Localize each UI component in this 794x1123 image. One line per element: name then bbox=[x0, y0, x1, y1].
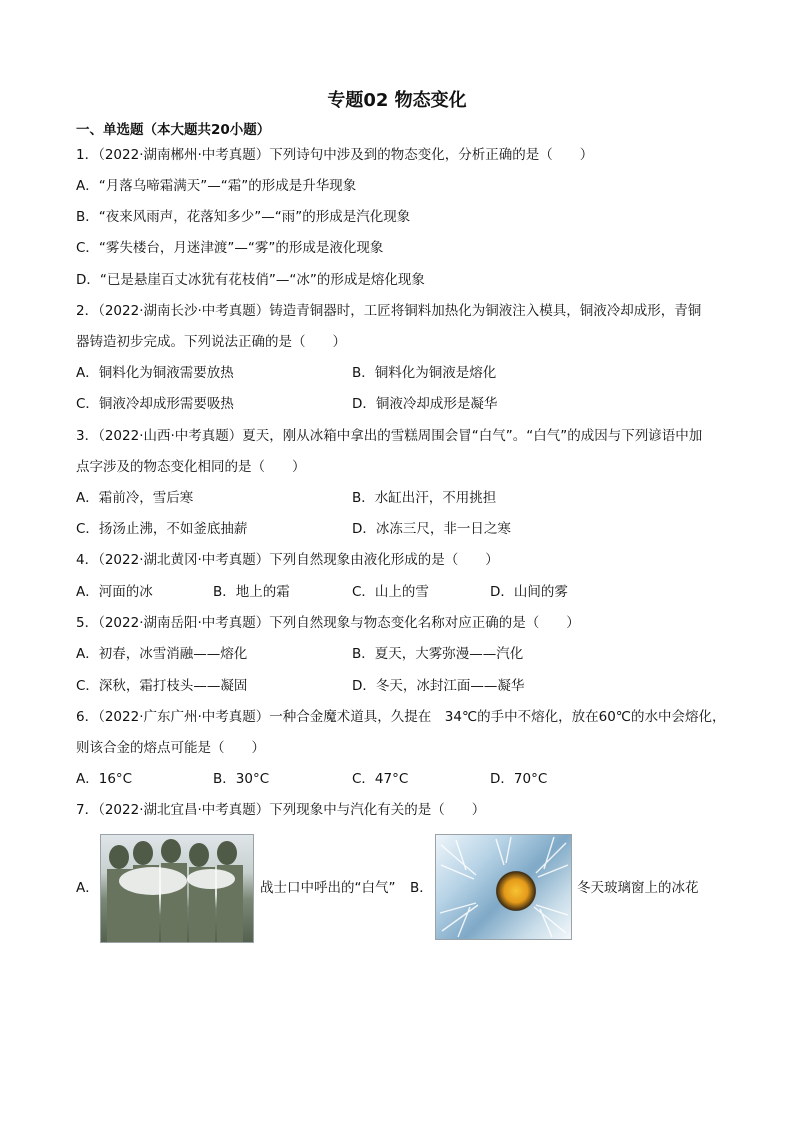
window-frost-photo bbox=[435, 834, 572, 940]
question-1-option-d: D．“已是悬崖百丈冰犹有花枝俏”—“冰”的形成是熔化现象 bbox=[76, 272, 425, 288]
question-4-stem: 4．（2022·湖北黄冈·中考真题）下列自然现象由液化形成的是（ ） bbox=[76, 552, 499, 568]
question-3-stem-line-2: 点字涉及的物态变化相同的是（ ） bbox=[76, 459, 306, 475]
soldiers-breath-photo bbox=[100, 834, 254, 943]
question-5-option-b: B．夏天，大雾弥漫——汽化 bbox=[352, 646, 524, 662]
question-6-option-c: C．47°C bbox=[352, 771, 409, 787]
question-6-stem-line-1: 6．（2022·广东广州·中考真题）一种合金魔术道具，久提在 34℃的手中不熔化，放在60℃的水中会熔化， bbox=[76, 709, 726, 725]
question-3-option-d: D．冰冻三尺，非一日之寒 bbox=[352, 521, 511, 537]
question-5-option-c: C．深秋，霜打枝头——凝固 bbox=[76, 678, 248, 694]
question-4-option-b: B．地上的霜 bbox=[213, 584, 290, 600]
question-5-option-a: A．初春，冰雪消融——熔化 bbox=[76, 646, 248, 662]
question-2-option-b: B．铜料化为铜液是熔化 bbox=[352, 365, 497, 381]
question-2-stem-line-2: 器铸造初步完成。下列说法正确的是（ ） bbox=[76, 334, 346, 350]
question-4-option-d: D．山间的雾 bbox=[490, 584, 568, 600]
page-title: 专题02 物态变化 bbox=[327, 90, 467, 111]
question-7-option-b-text: 冬天玻璃窗上的冰花 bbox=[577, 880, 699, 896]
section-heading: 一、单选题（本大题共20小题） bbox=[76, 122, 271, 138]
question-5-option-d: D．冬天，冰封江面——凝华 bbox=[352, 678, 525, 694]
question-7-option-a-text: 战士口中呼出的“白气” bbox=[260, 880, 396, 896]
question-7-option-a-label: A． bbox=[76, 880, 99, 896]
question-3-option-b: B．水缸出汗，不用挑担 bbox=[352, 490, 497, 506]
question-2-option-a: A．铜料化为铜液需要放热 bbox=[76, 365, 234, 381]
question-4-option-c: C．山上的雪 bbox=[352, 584, 429, 600]
question-4-option-a: A．河面的冰 bbox=[76, 584, 153, 600]
question-3-option-c: C．扬汤止沸，不如釜底抽薪 bbox=[76, 521, 248, 537]
question-1-option-c: C．“雾失楼台，月迷津渡”—“雾”的形成是液化现象 bbox=[76, 240, 384, 256]
question-1-option-a: A．“月落乌啼霜满天”—“霜”的形成是升华现象 bbox=[76, 178, 357, 194]
question-2-stem-line-1: 2．（2022·湖南长沙·中考真题）铸造青铜器时，工匠将铜料加热化为铜液注入模具，铜液冷却成形，青铜 bbox=[76, 303, 702, 319]
question-1-option-b: B．“夜来风雨声，花落知多少”—“雨”的形成是汽化现象 bbox=[76, 209, 411, 225]
question-1-stem: 1．（2022·湖南郴州·中考真题）下列诗句中涉及到的物态变化，分析正确的是（ ） bbox=[76, 147, 594, 163]
question-6-stem-line-2: 则该合金的熔点可能是（ ） bbox=[76, 740, 265, 756]
question-6-option-d: D．70°C bbox=[490, 771, 548, 787]
question-2-option-c: C．铜液冷却成形需要吸热 bbox=[76, 396, 234, 412]
question-6-option-b: B．30°C bbox=[213, 771, 270, 787]
question-7-option-b-label: B． bbox=[410, 880, 433, 896]
question-5-stem: 5．（2022·湖南岳阳·中考真题）下列自然现象与物态变化名称对应正确的是（ ） bbox=[76, 615, 580, 631]
question-7-stem: 7．（2022·湖北宜昌·中考真题）下列现象中与汽化有关的是（ ） bbox=[76, 802, 486, 818]
question-3-stem-line-1: 3．（2022·山西·中考真题）夏天，刚从冰箱中拿出的雪糕周围会冒“白气”。“白气”的成因与下列谚语中加 bbox=[76, 428, 703, 444]
question-2-option-d: D．铜液冷却成形是凝华 bbox=[352, 396, 498, 412]
question-6-option-a: A．16°C bbox=[76, 771, 133, 787]
question-3-option-a: A．霜前冷，雪后寒 bbox=[76, 490, 194, 506]
